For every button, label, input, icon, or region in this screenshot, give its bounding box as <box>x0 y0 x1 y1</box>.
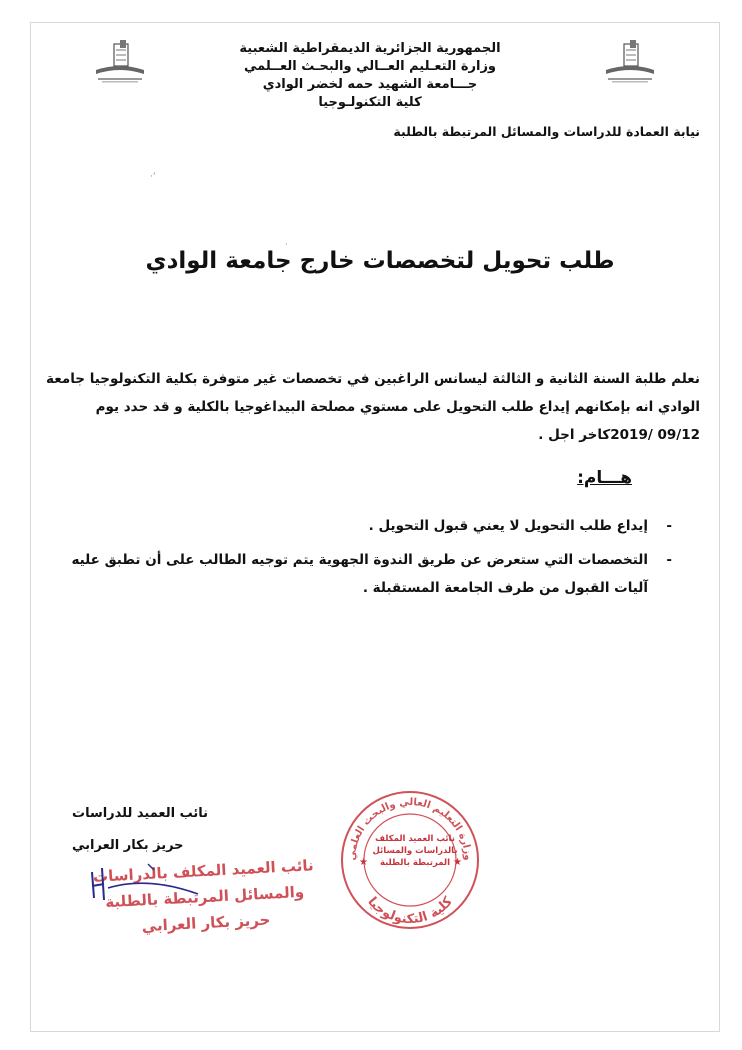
university-logo-right <box>600 40 660 84</box>
stamp-line: والمسائل المرتبطة بالطلبة <box>104 882 305 912</box>
seal-inner-text <box>370 833 460 869</box>
stamp-line: حريز بكار العرابي <box>141 910 271 936</box>
body-line: 09/12 /2019كاخر اجل . <box>538 427 700 443</box>
body-line: نعلم طلبة السنة الثانية و الثالثة ليسانس الراغبين في تخصصات غير متوفرة بكلية التكنولوجيا جامعة <box>46 371 700 387</box>
letterhead <box>170 40 570 112</box>
seal-top-text: وزارة التعليم العالي والبحث العلمي <box>346 796 474 861</box>
faculty-name: كلية التكنولـوجيا <box>318 95 422 110</box>
note-item <box>72 512 672 540</box>
body-line: الوادي انه بإمكانهم إيداع طلب التحويل على مستوي مصلحة البيداغوجيا بالكلية و قد حدد يوم <box>95 399 700 415</box>
seal-inner-line: بالدراسات والمسائل <box>372 846 458 856</box>
notes-list <box>72 512 672 608</box>
seal-star-icon: ★ <box>453 857 462 868</box>
republic-name: الجمهورية الجزائرية الديمقراطية الشعبية <box>239 41 501 56</box>
note-line: التخصصات التي ستعرض عن طريق الندوة الجهوية يتم توجيه الطالب على أن تطبق عليه <box>71 552 648 568</box>
note-line: آليات القبول من طرف الجامعة المستقبلة . <box>362 580 648 596</box>
handwritten-signature <box>88 858 208 908</box>
seal-inner-line: نائب العميد المكلف <box>375 834 455 844</box>
ministry-name: وزارة التعـليم العــالي والبحـث العــلمي <box>243 59 497 74</box>
scan-speck: ·ʻ <box>150 172 156 182</box>
seal-bottom-text: كلية التكنولوجيا <box>364 894 456 928</box>
important-heading: هـــام: <box>577 468 632 488</box>
note-dash: - <box>666 518 672 534</box>
note-line: إيداع طلب التحويل لا يعني قبول التحويل . <box>368 518 648 534</box>
document-title: طلب تحويل لتخصصات خارج جامعة الوادي <box>145 248 615 274</box>
university-logo-left <box>90 40 150 84</box>
signatory-name: حريز بكار العرابي <box>72 838 184 853</box>
seal-star-icon: ★ <box>359 857 368 868</box>
university-name: جـــامعة الشهيد حمه لخضر الوادي <box>262 77 478 92</box>
signatory-title: نائب العميد للدراسات <box>72 806 209 821</box>
scan-speck: · <box>285 240 288 250</box>
svg-text:كلية التكنولوجيا <box>364 894 456 927</box>
office-name: نيابة العمادة للدراسات والمسائل المرتبطة بالطلبة <box>393 124 700 139</box>
stamp-line: نائب العميد المكلف بالدراسات <box>92 856 315 886</box>
note-dash: - <box>666 552 672 568</box>
announcement-body <box>40 365 700 449</box>
seal-inner-line: المرتبطة بالطلبة <box>379 858 451 868</box>
note-item <box>72 546 672 602</box>
